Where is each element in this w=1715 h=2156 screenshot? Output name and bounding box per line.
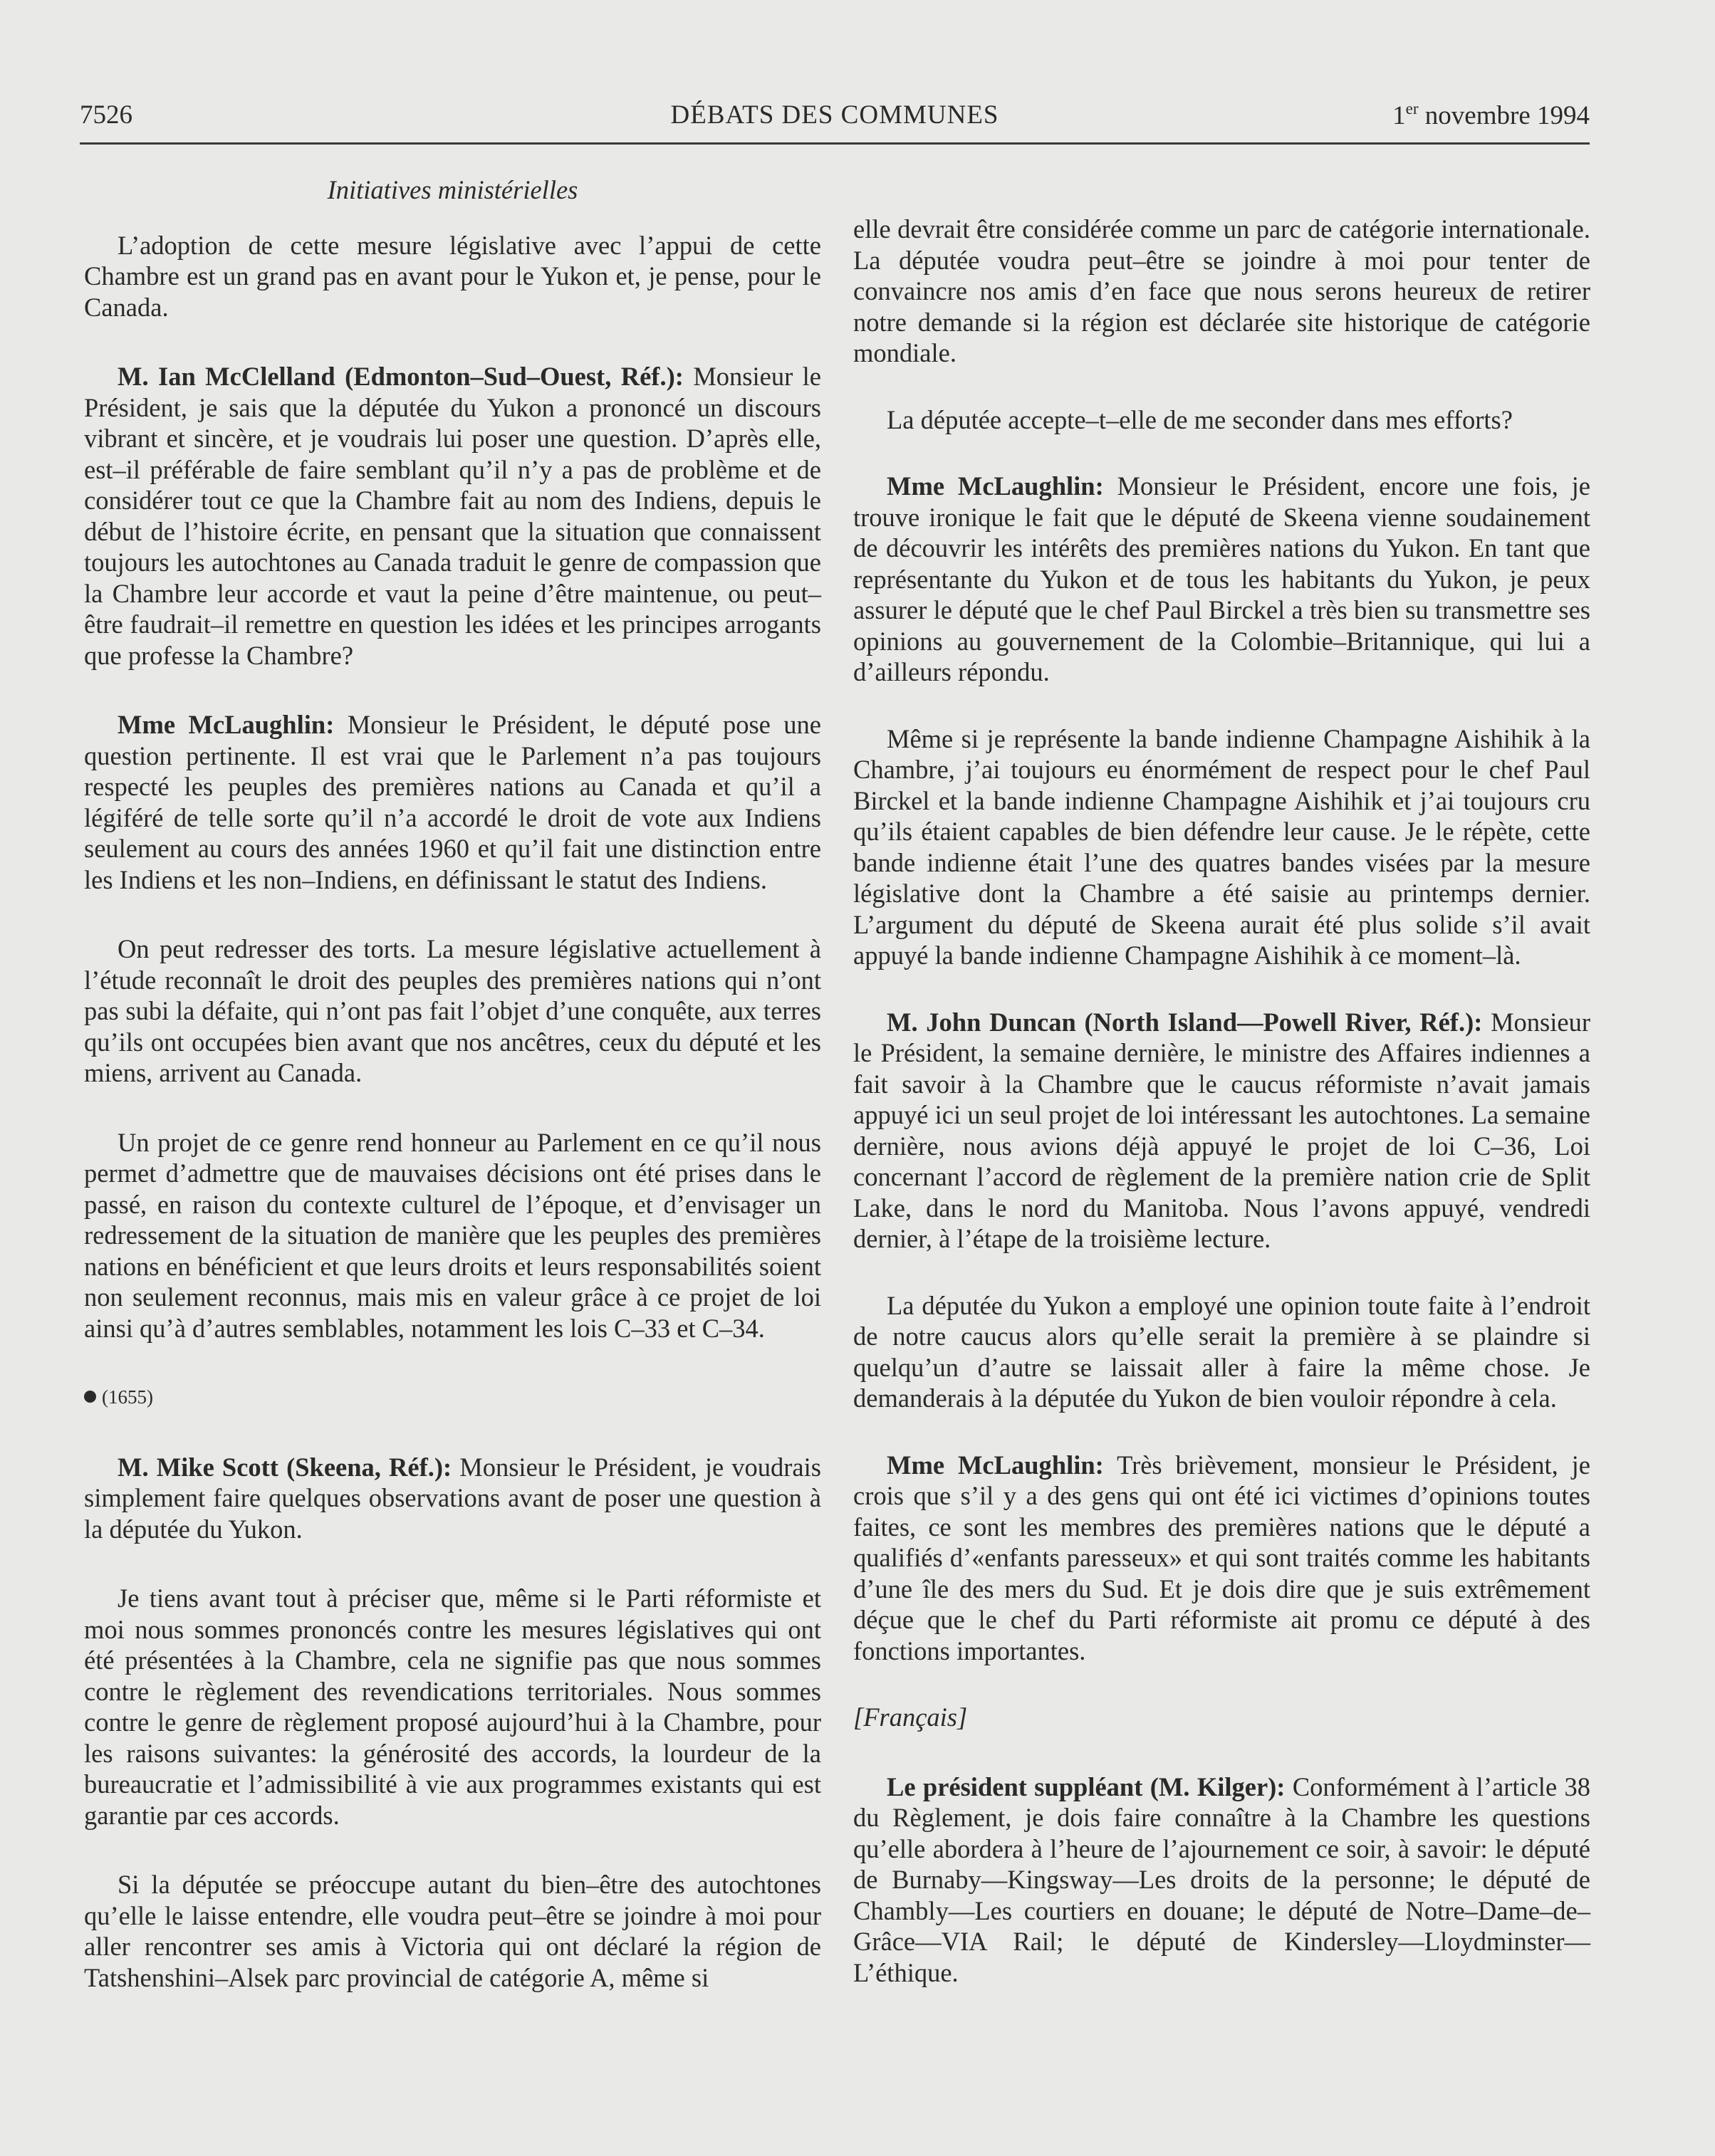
paragraph: L’adoption de cette mesure législative avec l’appui de cette Chambre est un grand pas en avant pour le Yukon et, je pense, pour le Canada. bbox=[84, 230, 821, 322]
speaker-name: Mme McLaughlin: bbox=[887, 1450, 1104, 1480]
date-month-year: novembre 1994 bbox=[1418, 101, 1590, 130]
paragraph bbox=[84, 1452, 821, 1545]
header-rule bbox=[80, 142, 1590, 145]
section-subhead: Initiatives ministérielles bbox=[327, 175, 578, 204]
date-suffix: er bbox=[1405, 100, 1419, 117]
publication-title: DÉBATS DES COMMUNES bbox=[670, 100, 999, 130]
speaker-name: Le président suppléant (M. Kilger): bbox=[887, 1772, 1286, 1801]
time-marker bbox=[84, 1382, 821, 1413]
paragraph bbox=[853, 471, 1590, 688]
language-marker: [Français] bbox=[853, 1702, 968, 1732]
speech-text: Conformément à l’article 38 du Règlement, je dois faire connaître à la Chambre les questions qu’elle abordera à l’heure de l’ajournement ce soir, à savoir: le député de Burnaby—Kingsway—Les droits de la personne; le député de Chambly—Les courtiers en douane; le député de Notre–Dame–de–Grâce—VIA Rail; le député de Kindersley—Lloydminster—L’éthique. bbox=[853, 1772, 1590, 1987]
paragraph: La députée accepte–t–elle de me seconder dans mes efforts? bbox=[887, 404, 1513, 434]
paragraph: Je tiens avant tout à préciser que, même si le Parti réformiste et moi nous sommes prononcés contre les mesures législatives qui ont été présentées à la Chambre, cela ne signifie pas que nous sommes contre le règlement des revendications territoriales. Nous sommes contre le genre de règlement proposé aujourd’hui à la Chambre, pour les raisons suivantes: la générosité des accords, la lourdeur de la bureaucratie et l’admissibilité à vie aux programmes existants qui est garantie par ces accords. bbox=[84, 1584, 821, 1830]
paragraph: elle devrait être considérée comme un parc de catégorie internationale. La députée voudra peut–être se joindre à moi pour tenter de convaincre nos amis d’en face que nous serons heureux de retirer notre demande si la région est déclarée site historique de catégorie mondiale. bbox=[853, 214, 1590, 367]
paragraph bbox=[853, 1450, 1590, 1667]
paragraph bbox=[84, 361, 821, 671]
speaker-name: Mme McLaughlin: bbox=[118, 710, 335, 739]
paragraph bbox=[853, 1007, 1590, 1255]
paragraph: Même si je représente la bande indienne Champagne Aishihik à la Chambre, j’ai toujours eu énormément de respect pour le chef Paul Birckel et la bande indienne Champagne Aishihik et j’ai toujours cru qu’ils étaient capables de bien défendre leur cause. Je le répète, cette bande indienne était l’une des quatres bandes visées par la mesure législative dont la Chambre a été saisie au printemps dernier. L’argument du député de Skeena aurait été plus solide s’il avait appuyé la bande indienne Champagne Aishihik à ce moment–là. bbox=[853, 723, 1590, 970]
page-number: 7526 bbox=[80, 100, 132, 130]
date-day: 1 bbox=[1392, 101, 1406, 130]
speaker-name: M. Ian McClelland (Edmonton–Sud–Ouest, Réf.): bbox=[118, 362, 684, 391]
issue-date bbox=[1392, 100, 1590, 131]
page-header bbox=[80, 100, 1590, 142]
speaker-name: Mme McLaughlin: bbox=[887, 471, 1104, 501]
paragraph: Si la députée se préoccupe autant du bien–être des autochtones qu’elle le laisse entendre, elle voudra peut–être se joindre à moi pour aller rencontrer ses amis à Victoria qui ont déclaré la région de Tatshenshini–Alsek parc provincial de catégorie A, même si bbox=[84, 1870, 821, 1992]
bullet-icon bbox=[84, 1391, 96, 1403]
speech-text: Monsieur le Président, je sais que la députée du Yukon a prononcé un discours vibrant et sincère, et je voudrais lui poser une question. D’après elle, est–il préférable de faire semblant qu’il n’y a pas de problème et de considérer tout ce que la Chambre fait au nom des Indiens, depuis le début de l’histoire écrite, en pensant que la situation que connaissent toujours les autochtones au Canada traduit le genre de compassion que la Chambre leur accorde et vaut la peine d’être maintenue, ou peut–être faudrait–il remettre en question les idées et les principes arrogants que professe la Chambre? bbox=[84, 362, 821, 670]
paragraph bbox=[853, 1772, 1590, 1989]
speech-text: Monsieur le Président, le député pose une question pertinente. Il est vrai que le Parlement n’a pas toujours respecté les peuples des premières nations au Canada et qu’il a légiféré de telle sorte qu’il n’a accordé le droit de vote aux Indiens seulement au cours des années 1960 et qu’il fait une distinction entre les Indiens et les non–Indiens, en définissant le statut des Indiens. bbox=[84, 710, 822, 894]
speech-text: Monsieur le Président, encore une fois, je trouve ironique le fait que le député de Skeena vienne soudainement de découvrir les intérêts des premières nations du Yukon. En tant que représentante du Yukon et de tous les habitants du Yukon, je peux assurer le député que le chef Paul Birckel a très bien su transmettre ses opinions au gouvernement de la Colombie–Britannique, qui lui a d’ailleurs répondu. bbox=[853, 471, 1590, 686]
speech-text: Monsieur le Président, la semaine dernière, le ministre des Affaires indiennes a fait savoir à la Chambre que le caucus réformiste n’avait jamais appuyé ici un seul projet de loi intéressant les autochtones. La semaine dernière, nous avions déjà appuyé le projet de loi C–36, Loi concernant l’accord de règlement de la première nation crie de Split Lake, dans le nord du Manitoba. Nous l’avons appuyé, vendredi dernier, à l’étape de la troisième lecture. bbox=[853, 1007, 1590, 1253]
speech-text: Monsieur le Président, je voudrais simplement faire quelques observations avant de poser une question à la députée du Yukon. bbox=[84, 1452, 821, 1544]
speaker-name: M. John Duncan (North Island—Powell River, Réf.): bbox=[887, 1007, 1483, 1037]
time-marker-text: (1655) bbox=[102, 1386, 153, 1408]
speaker-name: M. Mike Scott (Skeena, Réf.): bbox=[118, 1452, 452, 1482]
speech-text: Très brièvement, monsieur le Président, je crois que s’il y a des gens qui ont été ici victimes d’opinions toutes faites, ce sont les membres des premières nations que le député a qualifiés d’«enfants paresseux» et qui sont traités comme les habitants d’une île des mers du Sud. Et je dois dire que je suis extrêmement déçue que le chef du Parti réformiste ait promu ce député à des fonctions importantes. bbox=[853, 1450, 1590, 1665]
paragraph: Un projet de ce genre rend honneur au Parlement en ce qu’il nous permet d’admettre que de mauvaises décisions ont été prises dans le passé, en raison du contexte culturel de l’époque, et d’envisager un redressement de la situation de manière que les peuples des premières nations en bénéficient et que leurs droits et leurs responsabilités soient non seulement reconnus, mais mis en valeur grâce à ce projet de loi ainsi qu’à d’autres semblables, notamment les lois C–33 et C–34. bbox=[84, 1127, 821, 1343]
right-column bbox=[853, 214, 1590, 2024]
left-column bbox=[84, 174, 821, 2031]
paragraph: La députée du Yukon a employé une opinion toute faite à l’endroit de notre caucus alors qu’elle serait la première à se plaindre si quelqu’un d’autre se laissait aller à faire la même chose. Je demanderais à la députée du Yukon de bien vouloir répondre à cela. bbox=[853, 1290, 1590, 1413]
paragraph: On peut redresser des torts. La mesure législative actuellement à l’étude reconnaît le droit des peuples des premières nations qui n’ont pas subi la défaite, qui n’ont pas fait l’objet d’une conquête, aux terres qu’ils ont occupées bien avant que nos ancêtres, ceux du député et les miens, arrivent au Canada. bbox=[84, 934, 821, 1087]
paragraph bbox=[84, 709, 821, 895]
